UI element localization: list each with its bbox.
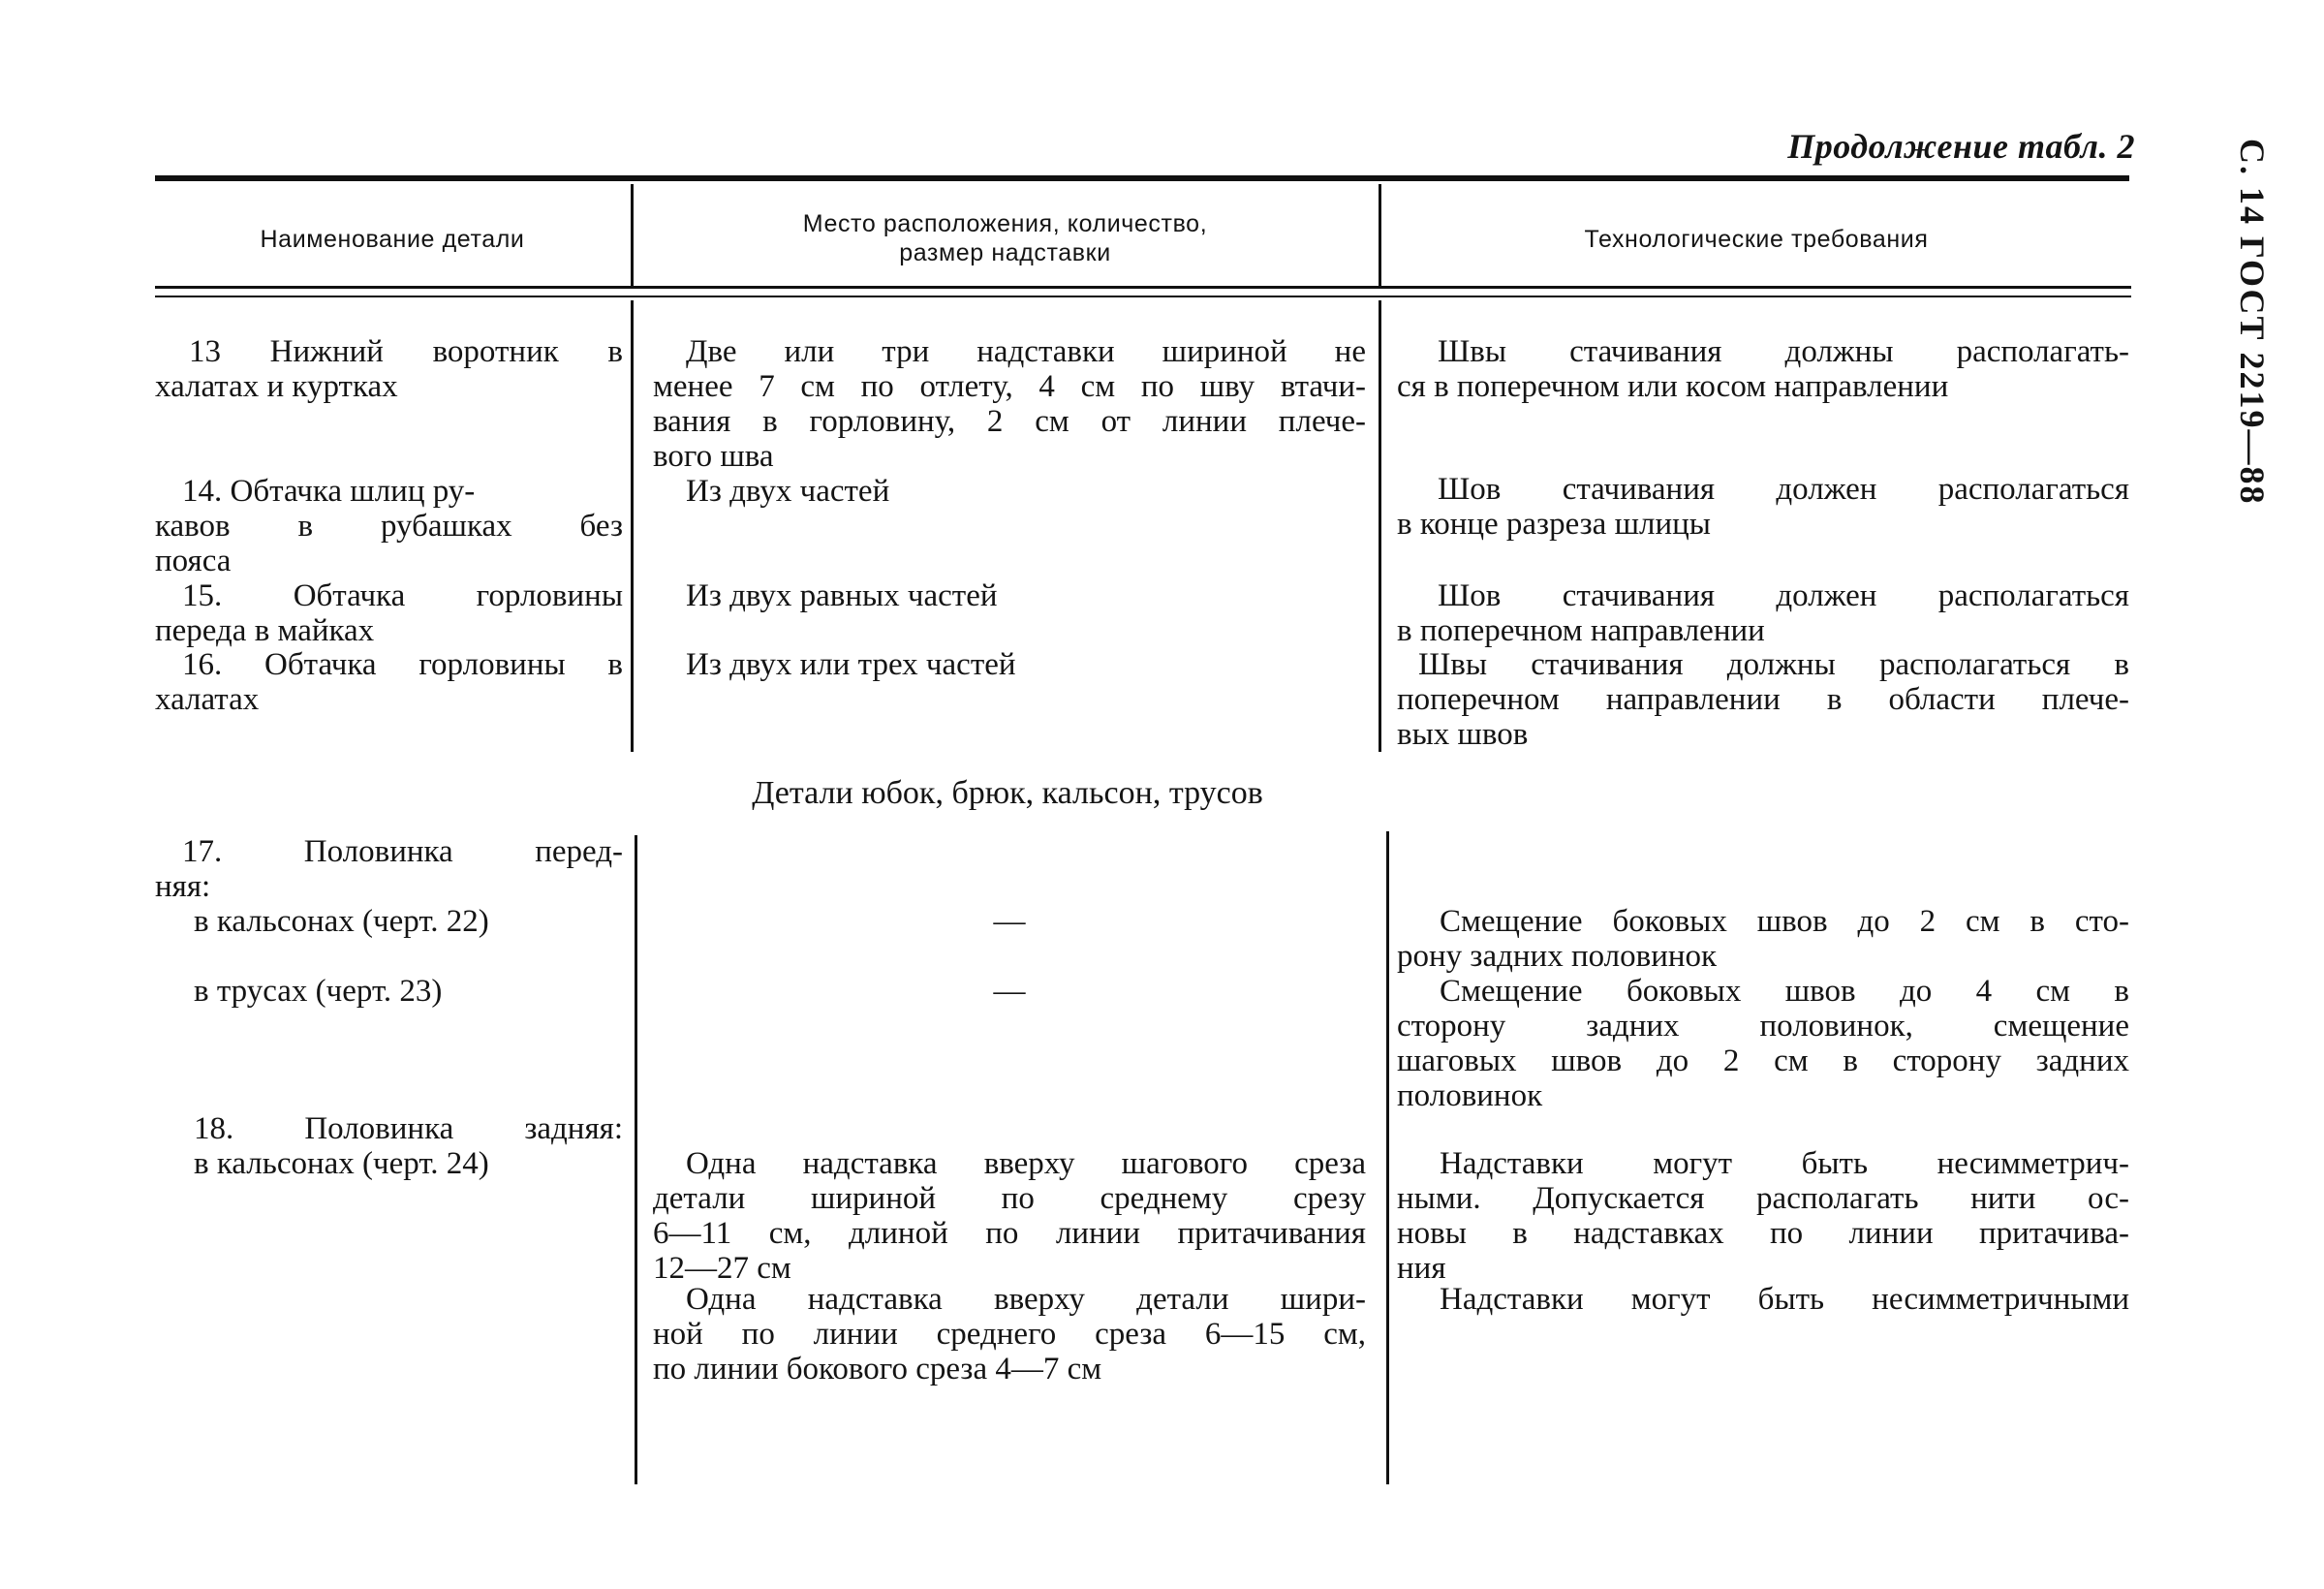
row-14-requirements: Шов стачивания должен располагаться в конце разреза шлицы <box>1397 472 2129 542</box>
column-divider-1 <box>635 835 637 1484</box>
row-17b-place: — <box>993 974 1026 1009</box>
row-18b-place: Одна надставка вверху детали шири- ной по линии среднего среза 6—15 см, по линии бокового среза 4—7 см <box>653 1282 1366 1386</box>
row-16-requirements: Швы стачивания должны располагаться в поперечном направлении в области плече- вых швов <box>1397 647 2129 752</box>
header-bottom-rule <box>155 286 2131 289</box>
column-header-requirements: Технологические требования <box>1584 226 1929 253</box>
row-17b-requirements: Смещение боковых швов до 4 см в сторону задних половинок, смещение шаговых швов до 2 см в сторону задних половинок <box>1397 974 2129 1113</box>
row-18b-requirements: Надставки могут быть несимметричными <box>1440 1282 2129 1317</box>
column-divider-2 <box>1379 184 1381 286</box>
row-13-requirements: Швы стачивания должны располагать- ся в поперечном или косом направлении <box>1397 334 2129 404</box>
row-18a-place: Одна надставка вверху шагового среза детали шириной по среднему срезу 6—11 см, длиной по линии притачивания 12—27 см <box>653 1146 1366 1286</box>
row-17a-name: в кальсонах (черт. 22) <box>194 904 489 939</box>
section-title: Детали юбок, брюк, кальсон, трусов <box>752 775 1263 811</box>
row-16-name: 16. Обтачка горловины в халатах <box>155 647 623 717</box>
header-bottom-rule-2 <box>155 296 2131 297</box>
row-13-name: 13 Нижний воротник в халатах и куртках <box>155 334 623 404</box>
row-15-name: 15. Обтачка горловины переда в майках <box>155 578 623 648</box>
column-divider-1 <box>631 300 634 752</box>
row-17a-place: — <box>993 904 1026 939</box>
column-header-name: Наименование детали <box>260 226 525 253</box>
row-13-place: Две или три надставки шириной не менее 7 см по отлету, 4 см по шву втачи- вания в горловину, 2 см от линии плече- вого шва <box>653 334 1366 474</box>
row-16-place: Из двух или трех частей <box>686 647 1016 682</box>
row-15-place: Из двух равных частей <box>686 578 998 613</box>
row-17-name: 17. Половинка перед- няя: <box>155 834 623 904</box>
continuation-label: Продолжение табл. 2 <box>1787 127 2135 166</box>
column-divider-2 <box>1379 300 1381 752</box>
row-18-name: 18. Половинка задняя: в кальсонах (черт. 24) <box>194 1111 623 1181</box>
table-top-rule <box>155 175 2129 181</box>
row-14-place: Из двух частей <box>686 474 890 509</box>
row-17a-requirements: Смещение боковых швов до 2 см в сто- рону задних половинок <box>1397 904 2129 974</box>
column-divider-1 <box>631 184 634 286</box>
column-divider-2 <box>1386 831 1389 1484</box>
column-header-place: Место расположения, количество, размер надставки <box>802 210 1208 266</box>
row-15-requirements: Шов стачивания должен располагаться в поперечном направлении <box>1397 578 2129 648</box>
side-page-label: С. 14 ГОСТ 2219—88 <box>2233 139 2272 506</box>
row-14-name: 14. Обтачка шлиц ру- кавов в рубашках без пояса <box>155 474 623 578</box>
row-18a-requirements: Надставки могут быть несимметрич- ными. Допускается располагать нити ос- новы в надставках по линии притачива- ния <box>1397 1146 2129 1286</box>
row-17b-name: в трусах (черт. 23) <box>194 974 443 1009</box>
